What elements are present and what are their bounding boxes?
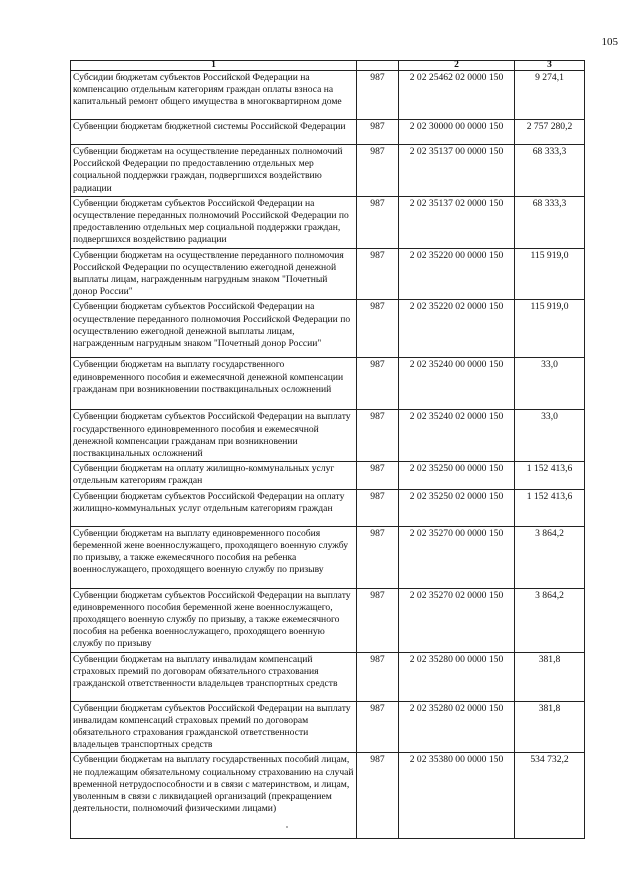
- table-row: [71, 701, 585, 753]
- row-amount: 381,8: [515, 652, 585, 701]
- table-row: [71, 300, 585, 358]
- row-amount: 381,8: [515, 701, 585, 753]
- row-code: 2 02 35280 00 0000 150: [399, 652, 515, 701]
- row-name: Субвенции бюджетам субъектов Российской Федерации на осуществление переданных полномочий Российской Федерации по предоставлению отдельных мер социальной поддержки граждан, подвергшихся воздействию радиации: [71, 196, 357, 248]
- row-amount: 68 333,3: [515, 145, 585, 197]
- row-name: Субвенции бюджетам на выплату государственных пособий лицам, не подлежащим обязательному социальному страхованию на случай временной нетрудоспособности и в связи с материнством, и лицам, уволенным в связи с ликвидацией организаций (прекращением деятельности, полномочий физическими лицами): [71, 753, 357, 839]
- row-name: Субвенции бюджетам на выплату единовременного пособия беременной жене военнослужащего, проходящего военную службу по призыву, а также ежемесячного пособия на ребенка военнослужащего, проходящего военную службу по призыву: [71, 526, 357, 588]
- row-code: 2 02 35280 02 0000 150: [399, 701, 515, 753]
- table-row: [71, 196, 585, 248]
- row-name: Субсидии бюджетам субъектов Российской Федерации на компенсацию отдельным категориям граждан оплаты взноса на капитальный ремонт общего имущества в многоквартирном доме: [71, 71, 357, 120]
- row-grbs: 987: [357, 652, 399, 701]
- row-code: 2 02 35250 00 0000 150: [399, 462, 515, 489]
- row-grbs: 987: [357, 410, 399, 462]
- table-row: [71, 120, 585, 145]
- row-name: Субвенции бюджетам на выплату государственного единовременного пособия и ежемесячной денежной компенсации гражданам при возникновении поствакцинальных осложнений: [71, 358, 357, 410]
- budget-revenue-table: [70, 60, 585, 839]
- row-name: Субвенции бюджетам на осуществление переданных полномочий Российской Федерации по предоставлению отдельных мер социальной поддержки граждан, подвергшихся воздействию радиации: [71, 145, 357, 197]
- row-amount: 1 152 413,6: [515, 462, 585, 489]
- row-name: Субвенции бюджетам на выплату инвалидам компенсаций страховых премий по договорам обязательного страхования гражданской ответственности владельцев транспортных средств: [71, 652, 357, 701]
- row-grbs: 987: [357, 145, 399, 197]
- row-grbs: 987: [357, 71, 399, 120]
- row-amount: 2 757 280,2: [515, 120, 585, 145]
- table-row: [71, 753, 585, 839]
- row-amount: 3 864,2: [515, 526, 585, 588]
- row-grbs: 987: [357, 358, 399, 410]
- row-code: 2 02 35137 00 0000 150: [399, 145, 515, 197]
- row-code: 2 02 35270 00 0000 150: [399, 526, 515, 588]
- row-name: Субвенции бюджетам субъектов Российской Федерации на оплату жилищно-коммунальных услуг отдельным категориям граждан: [71, 489, 357, 526]
- table-row: [71, 462, 585, 489]
- row-name: Субвенции бюджетам субъектов Российской Федерации на выплату государственного единовременного пособия и ежемесячной денежной компенсации гражданам при возникновении поствакцинальных осложнений: [71, 410, 357, 462]
- row-code: 2 02 35270 02 0000 150: [399, 588, 515, 652]
- table-row: [71, 652, 585, 701]
- row-code: 2 02 30000 00 0000 150: [399, 120, 515, 145]
- row-amount: 33,0: [515, 410, 585, 462]
- table-row: [71, 410, 585, 462]
- row-amount: 68 333,3: [515, 196, 585, 248]
- row-grbs: 987: [357, 588, 399, 652]
- row-code: 2 02 35240 02 0000 150: [399, 410, 515, 462]
- row-amount: 115 919,0: [515, 248, 585, 300]
- row-code: 2 02 25462 02 0000 150: [399, 71, 515, 120]
- row-code: 2 02 35380 00 0000 150: [399, 753, 515, 839]
- row-name: Субвенции бюджетам субъектов Российской Федерации на выплату инвалидам компенсаций страховых премий по договорам обязательного страхования гражданской ответственности владельцев транспортных средств: [71, 701, 357, 753]
- row-grbs: 987: [357, 462, 399, 489]
- row-code: 2 02 35250 02 0000 150: [399, 489, 515, 526]
- row-grbs: 987: [357, 526, 399, 588]
- row-code: 2 02 35220 00 0000 150: [399, 248, 515, 300]
- row-amount: 33,0: [515, 358, 585, 410]
- row-grbs: 987: [357, 489, 399, 526]
- table-row: [71, 145, 585, 197]
- row-name: Субвенции бюджетам субъектов Российской Федерации на выплату единовременного пособия беременной жене военнослужащего, проходящего военную службу по призыву, а также ежемесячного пособия на ребенка военнослужащего, проходящего военную службу по призыву: [71, 588, 357, 652]
- row-amount: 9 274,1: [515, 71, 585, 120]
- row-code: 2 02 35240 00 0000 150: [399, 358, 515, 410]
- row-amount: 1 152 413,6: [515, 489, 585, 526]
- row-name: Субвенции бюджетам бюджетной системы Российской Федерации: [71, 120, 357, 145]
- row-amount: 534 732,2: [515, 753, 585, 839]
- row-name: Субвенции бюджетам субъектов Российской Федерации на осуществление переданного полномочия Российской Федерации по осуществлению ежегодной денежной выплаты лицам, награжденным нагрудным знаком "Почетный донор России": [71, 300, 357, 358]
- table-row: [71, 489, 585, 526]
- row-grbs: 987: [357, 120, 399, 145]
- header-col-3: 3: [515, 61, 585, 71]
- row-amount: 3 864,2: [515, 588, 585, 652]
- row-grbs: 987: [357, 300, 399, 358]
- row-amount: 115 919,0: [515, 300, 585, 358]
- table-header-row: [71, 61, 585, 71]
- table-row: [71, 358, 585, 410]
- row-name: Субвенции бюджетам на осуществление переданного полномочия Российской Федерации по осуществлению ежегодной денежной выплаты лицам, награжденным нагрудным знаком "Почетный донор России": [71, 248, 357, 300]
- header-col-grbs: [357, 61, 399, 71]
- scan-speck: [286, 826, 288, 828]
- row-grbs: 987: [357, 248, 399, 300]
- row-grbs: 987: [357, 753, 399, 839]
- row-grbs: 987: [357, 701, 399, 753]
- table-row: [71, 526, 585, 588]
- table-row: [71, 248, 585, 300]
- row-code: 2 02 35220 02 0000 150: [399, 300, 515, 358]
- table-row: [71, 71, 585, 120]
- page-number: 105: [601, 36, 618, 48]
- row-name: Субвенции бюджетам на оплату жилищно-коммунальных услуг отдельным категориям граждан: [71, 462, 357, 489]
- header-col-2: 2: [399, 61, 515, 71]
- header-col-1: 1: [71, 61, 357, 71]
- table-row: [71, 588, 585, 652]
- row-code: 2 02 35137 02 0000 150: [399, 196, 515, 248]
- row-grbs: 987: [357, 196, 399, 248]
